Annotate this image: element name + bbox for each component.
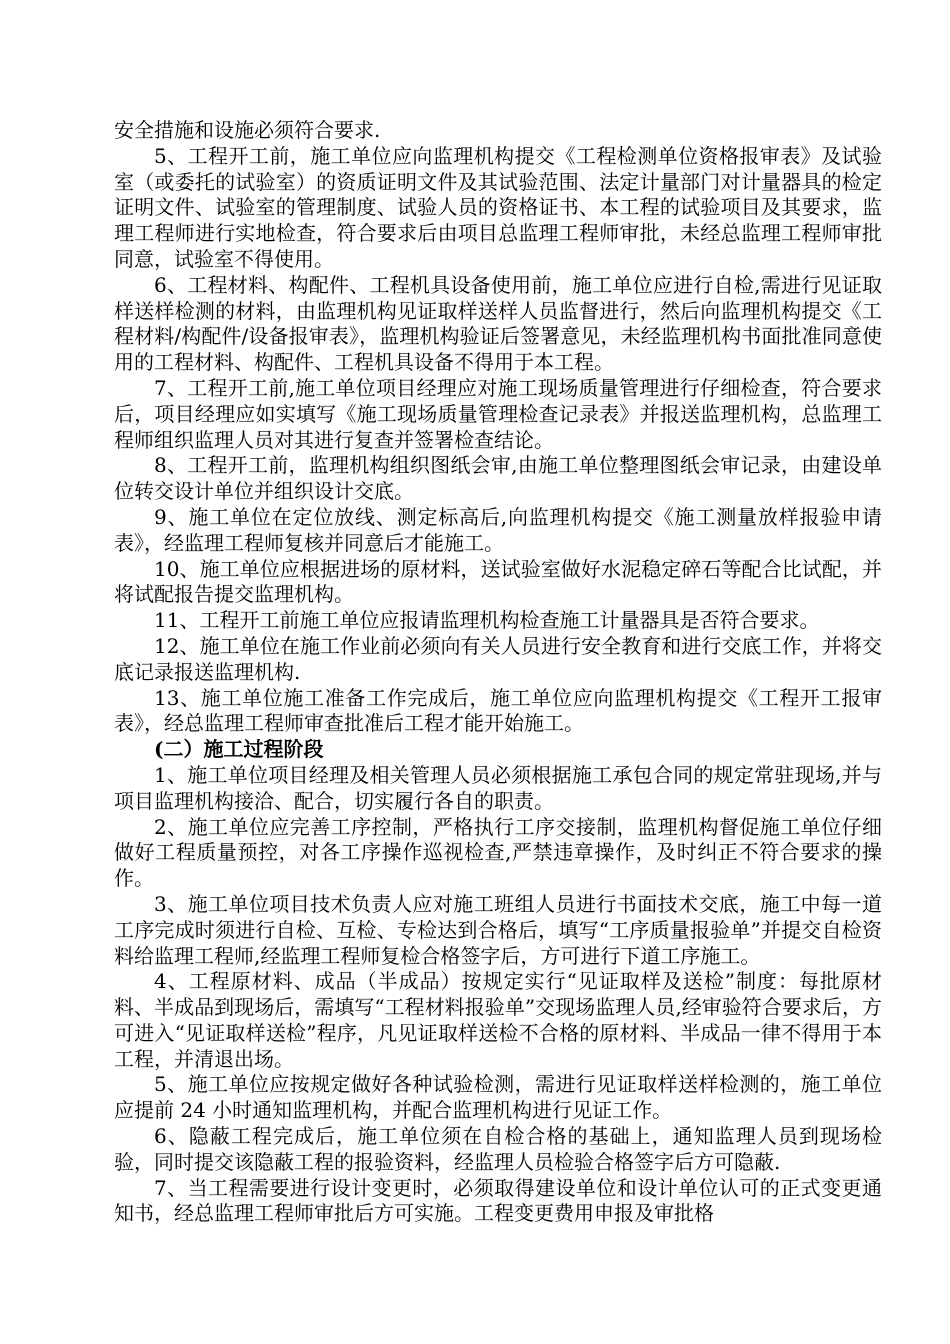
paragraph: 3、施工单位项目技术负责人应对施工班组人员进行书面技术交底，施工中每一道工序完成时须进行自检、互检、专检达到合格后，填写“工序质量报验单”并提交自检资料给监理工程师,经监理工程师复检合格签字后，方可进行下道工序施工。 bbox=[114, 891, 882, 968]
document-page bbox=[114, 118, 882, 1227]
paragraph: 6、隐蔽工程完成后，施工单位须在自检合格的基础上，通知监理人员到现场检验，同时提交该隐蔽工程的报验资料，经监理人员检验合格签字后方可隐蔽. bbox=[114, 1124, 882, 1174]
paragraph: 8、工程开工前，监理机构组织图纸会审,由施工单位整理图纸会审记录，由建设单位转交设计单位并组织设计交底。 bbox=[114, 453, 882, 504]
paragraph: 6、工程材料、构配件、工程机具设备使用前，施工单位应进行自检,需进行见证取样送样检测的材料，由监理机构见证取样送样人员监督进行，然后向监理机构提交《工程材料/构配件/设备报审表》，监理机构验证后签署意见，未经监理机构书面批准同意使用的工程材料、构配件、工程机具设备不得用于本工程。 bbox=[114, 272, 882, 375]
paragraph: 4、工程原材料、成品（半成品）按规定实行“见证取样及送检”制度：每批原材料、半成品到现场后，需填写“工程材料报验单”交现场监理人员,经审验符合要求后，方可进入“见证取样送检”程序，凡见证取样送检不合格的原材料、半成品一律不得用于本工程，并清退出场。 bbox=[114, 969, 882, 1071]
paragraph: 11、工程开工前施工单位应报请监理机构检查施工计量器具是否符合要求。 bbox=[154, 608, 820, 633]
paragraph: 7、当工程需要进行设计变更时，必须取得建设单位和设计单位认可的正式变更通知书，经总监理工程师审批后方可实施。工程变更费用申报及审批格 bbox=[114, 1175, 882, 1226]
paragraph: 9、施工单位在定位放线、测定标高后,向监理机构提交《施工测量放样报验申请表》，经监理工程师复核并同意后才能施工。 bbox=[114, 504, 882, 555]
paragraph: 2、施工单位应完善工序控制，严格执行工序交接制，监理机构督促施工单位仔细做好工程质量预控，对各工序操作巡视检查,严禁违章操作，及时纠正不符合要求的操作。 bbox=[114, 814, 882, 891]
paragraph: 7、工程开工前,施工单位项目经理应对施工现场质量管理进行仔细检查，符合要求后，项目经理应如实填写《施工现场质量管理检查记录表》并报送监理机构，总监理工程师组织监理人员对其进行复查并签署检查结论。 bbox=[114, 375, 882, 452]
paragraph: 10、施工单位应根据进场的原材料，送试验室做好水泥稳定碎石等配合比试配，并将试配报告提交监理机构。 bbox=[114, 556, 882, 607]
paragraph: 12、施工单位在施工作业前必须向有关人员进行安全教育和进行交底工作，并将交底记录报送监理机构. bbox=[114, 633, 882, 684]
section-heading: (二）施工过程阶段 bbox=[154, 737, 324, 762]
paragraph: 5、工程开工前，施工单位应向监理机构提交《工程检测单位资格报审表》及试验室（或委托的试验室）的资质证明文件及其试验范围、法定计量部门对计量器具的检定证明文件、试验室的管理制度、试验人员的资格证书、本工程的试验项目及其要求，监理工程师进行实地检查，符合要求后由项目总监理工程师审批，未经总监理工程师审批同意，试验室不得使用。 bbox=[114, 143, 882, 271]
paragraph: 5、施工单位应按规定做好各种试验检测，需进行见证取样送样检测的，施工单位应提前 24 小时通知监理机构，并配合监理机构进行见证工作。 bbox=[114, 1072, 882, 1123]
paragraph: 1、施工单位项目经理及相关管理人员必须根据施工承包合同的规定常驻现场,并与项目监理机构接洽、配合，切实履行各自的职责。 bbox=[114, 762, 882, 813]
paragraph: 13、施工单位施工准备工作完成后，施工单位应向监理机构提交《工程开工报审表》，经总监理工程师审查批准后工程才能开始施工。 bbox=[114, 685, 882, 736]
paragraph: 安全措施和设施必须符合要求. bbox=[114, 118, 381, 142]
